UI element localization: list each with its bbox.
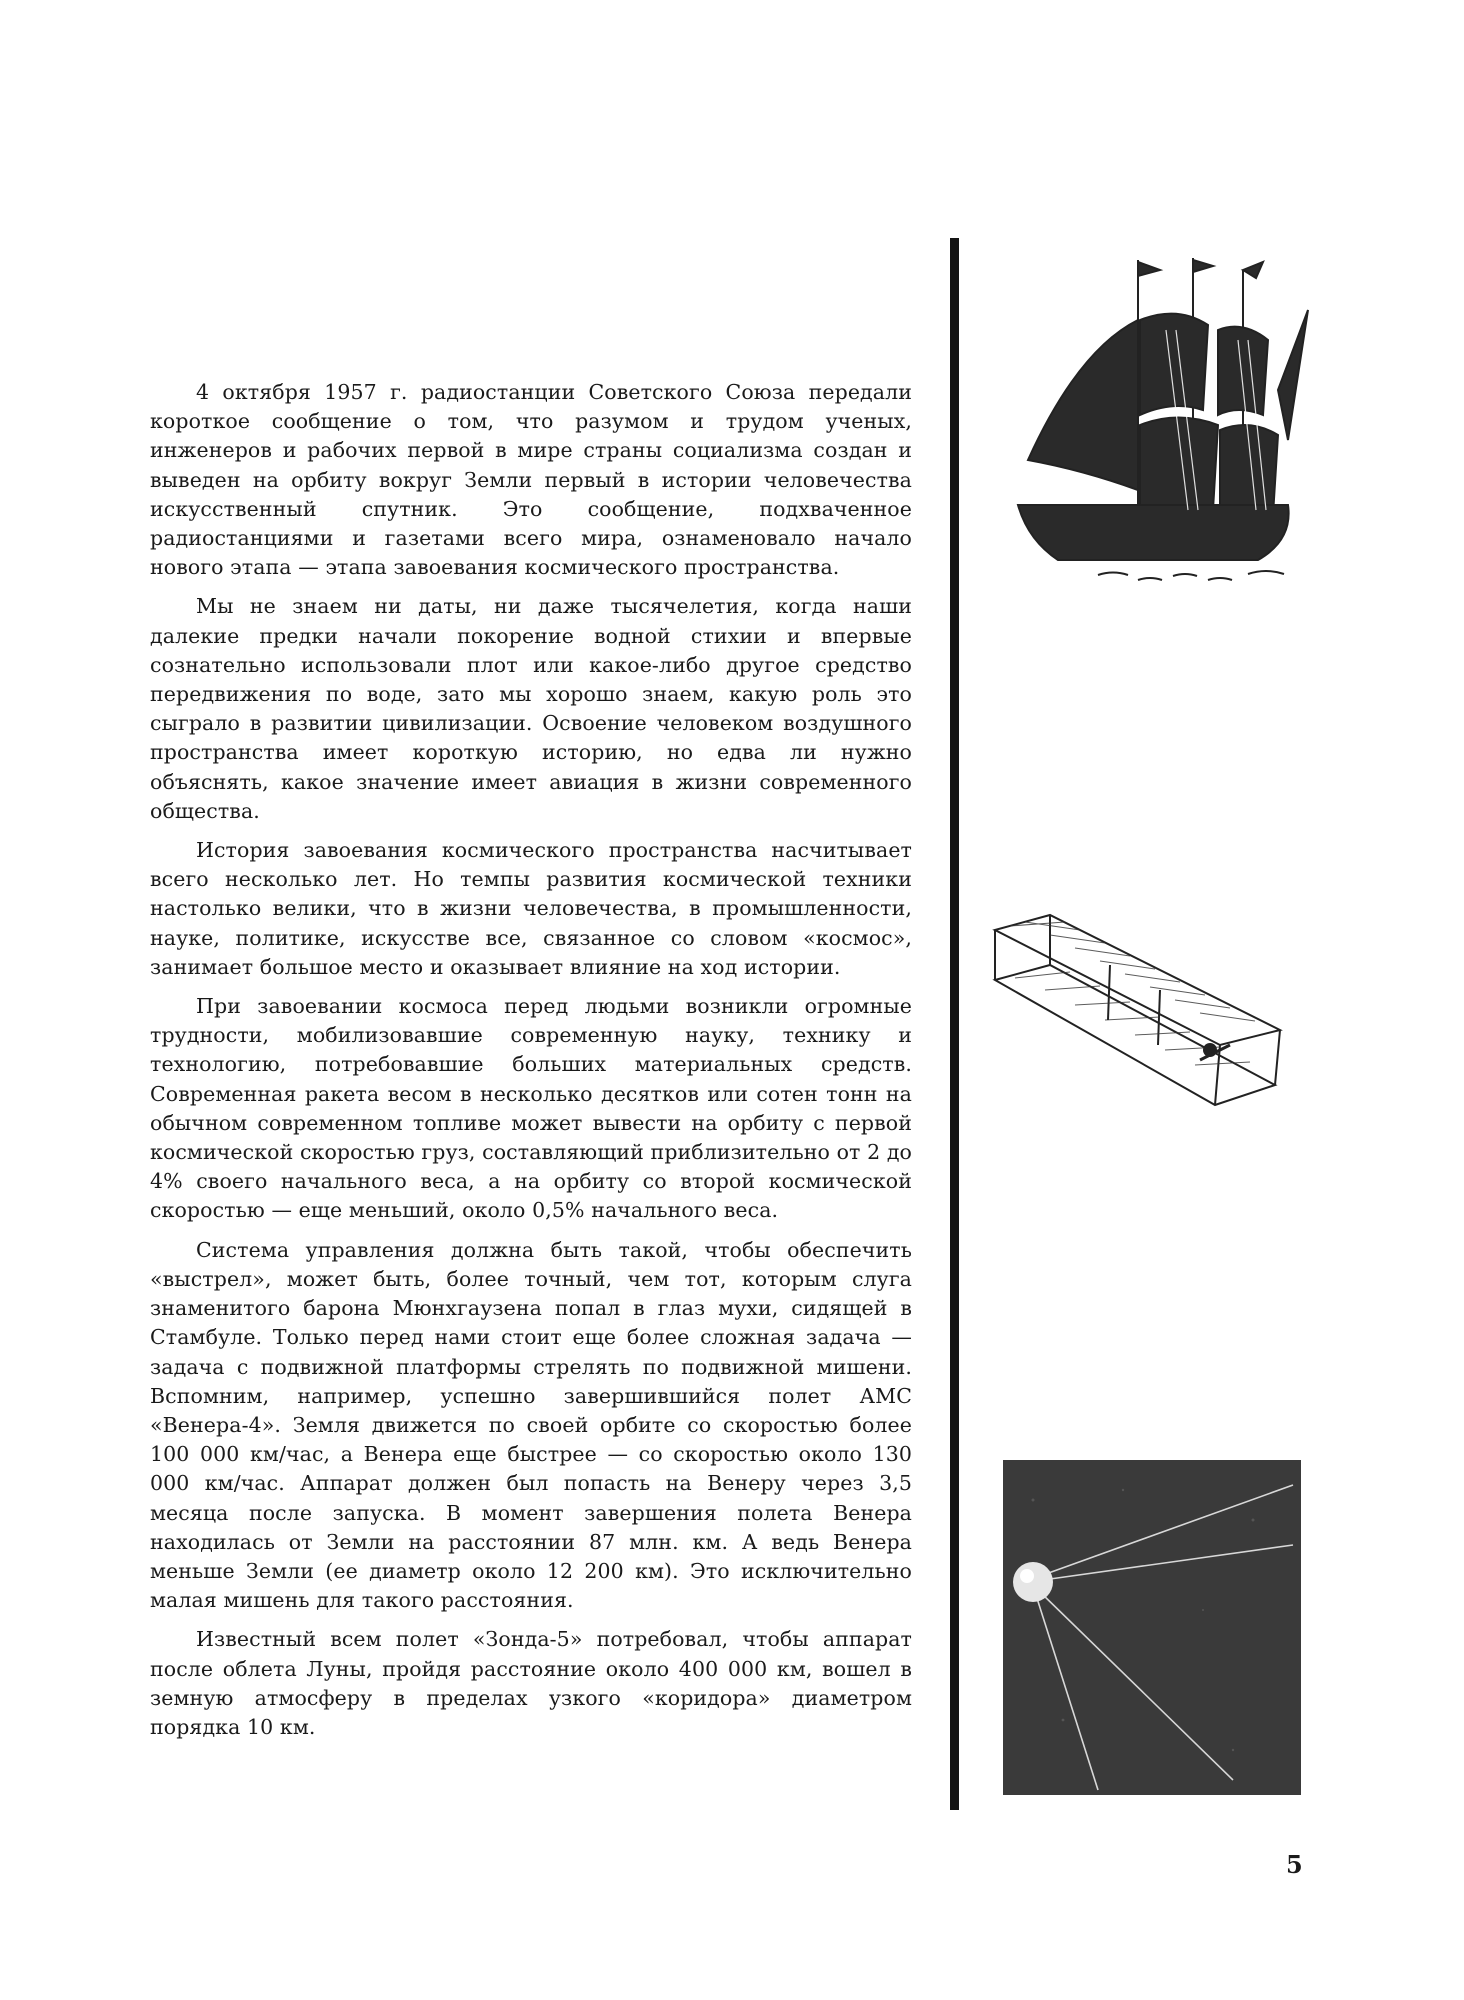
vertical-divider: [950, 238, 959, 1810]
paragraph-6: Известный всем полет «Зонда-5» потребовал, чтобы аппарат после облета Луны, пройдя расстояние около 400 000 км, вошел в земную атмосферу в пределах узкого «коридора» диаметром порядка 10 км.: [150, 1627, 912, 1739]
paragraph-5: Система управления должна быть такой, чтобы обеспечить «выстрел», может быть, более точный, чем тот, которым слуга знаменитого барона Мюнхгаузена попал в глаз мухи, сидящей в Стамбуле. Только перед нами стоит еще более сложная задача — задача с подвижной платформы стрелять по подвижной мишени. Вспомним, например, успешно завершившийся полет АМС «Венера-4». Земля движется по своей орбите со скоростью более 100 000 км/час, а Венера еще быстрее — со скоростью около 130 000 км/час. Аппарат должен был попасть на Венеру через 3,5 месяца после запуска. В момент завершения полета Венера находилась от Земли на расстоянии 87 млн. км. А ведь Венера меньше Земли (ее диаметр около 12 200 км). Это исключительно малая мишень для такого расстояния.: [150, 1237, 912, 1613]
sputnik-icon: [1003, 1460, 1301, 1795]
page-number: 5: [1286, 1850, 1303, 1879]
biplane-icon: [990, 910, 1290, 1115]
main-text-column: [150, 378, 912, 1752]
paragraph-1: 4 октября 1957 г. радиостанции Советского Союза передали короткое сообщение о том, что разумом и трудом ученых, инженеров и рабочих первой в мире страны социализма создан и выведен на орбиту вокруг Земли первый в истории человечества искусственный спутник. Это сообщение, подхваченное радиостанциями и газетами всего мира, ознаменовало начало нового этапа — этапа завоевания космического пространства.: [150, 380, 912, 580]
paragraph-3: История завоевания космического пространства насчитывает всего несколько лет. Но темпы развития космической техники настолько велики, что в жизни человечества, в промышленности, науке, политике, искусстве все, связанное со словом «космос», занимает большое место и оказывает влияние на ход истории.: [150, 838, 912, 979]
paragraph-4: При завоевании космоса перед людьми возникли огромные трудности, мобилизовавшие современную науку, технику и технологию, потребовавшие больших материальных средств. Современная ракета весом в несколько десятков или сотен тонн на обычном современном топливе может вывести на орбиту с первой космической скоростью груз, составляющий приблизительно от 2 до 4% своего начального веса, а на орбиту со второй космической скоростью — еще меньший, около 0,5% начального веса.: [150, 994, 912, 1223]
paragraph-2: Мы не знаем ни даты, ни даже тысячелетия, когда наши далекие предки начали покорение водной стихии и впервые сознательно использовали плот или какое-либо другое средство передвижения по воде, зато мы хорошо знаем, какую роль это сыграло в развитии цивилизации. Освоение человеком воздушного пространства имеет короткую историю, но едва ли нужно объяснять, какое значение имеет авиация в жизни современного общества.: [150, 594, 912, 823]
sailing-ship-icon: [988, 240, 1318, 600]
